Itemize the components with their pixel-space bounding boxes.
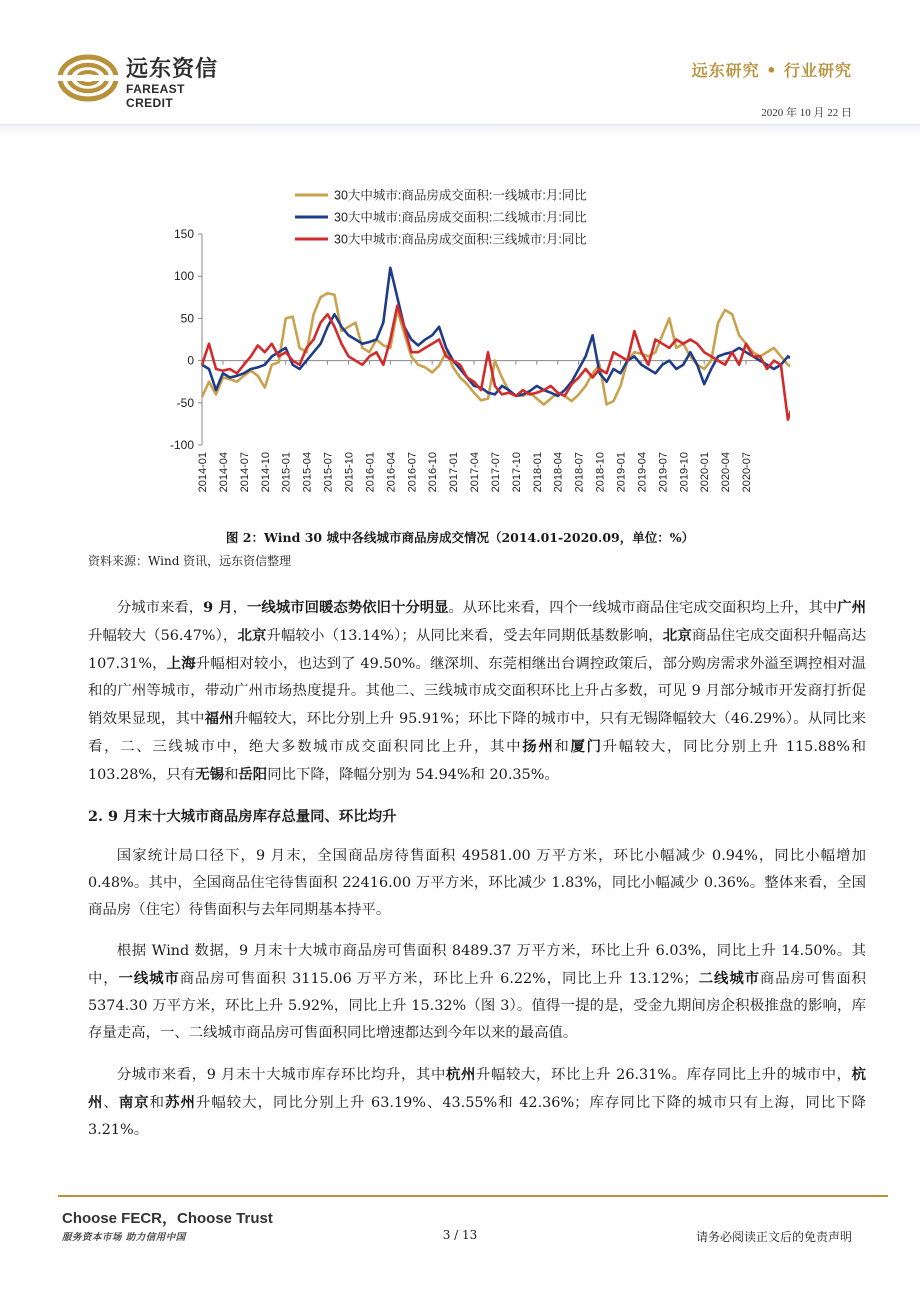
bold-term: 南京: [118, 1094, 150, 1111]
paragraph-ten-city-inventory: [88, 938, 866, 1047]
text-run: ，: [232, 600, 247, 616]
chart-plot-area: [202, 268, 790, 424]
chart-figure-2: [150, 178, 790, 518]
bold-term: 二线城市: [697, 970, 760, 987]
x-tick-label: 2018-01: [531, 452, 544, 493]
x-tick-label: 2017-01: [448, 452, 461, 493]
y-tick-label: 150: [173, 227, 194, 241]
x-tick-label: 2018-04: [552, 452, 565, 493]
x-tick-label: 2015-07: [322, 452, 335, 493]
report-category: 远东研究 • 行业研究: [691, 61, 852, 80]
x-tick-label: 2020-01: [699, 452, 712, 493]
chart-legend: [295, 188, 587, 247]
chart-y-axis: [170, 227, 202, 452]
y-tick-label: 0: [187, 353, 194, 368]
x-tick-label: 2015-04: [301, 452, 314, 493]
x-tick-label: 2014-04: [217, 452, 230, 493]
bold-term: 扬州: [522, 738, 555, 755]
footer-subslogan: 服务资本市场 助力信用中国: [62, 1232, 186, 1243]
bold-term: 上海: [166, 655, 196, 672]
x-tick-label: 2018-07: [573, 452, 586, 493]
page-header: [0, 0, 920, 140]
text-run: 升幅较小（13.14%）；从同比来看，受去年同期低基数影响，: [266, 628, 663, 644]
x-tick-label: 2017-10: [510, 452, 523, 493]
x-tick-label: 2015-01: [280, 452, 293, 493]
report-date: 2020 年 10 月 22 日: [761, 107, 852, 119]
x-tick-label: 2017-04: [469, 452, 482, 493]
text-run: 和: [149, 1095, 166, 1111]
text-run: 。从环比来看，四个一线城市商品住宅成交面积均上升，其中: [448, 600, 838, 616]
x-tick-label: 2020-04: [720, 452, 733, 493]
x-tick-label: 2014-07: [238, 452, 251, 493]
text-run: 升幅较大（56.47%），: [88, 628, 238, 644]
paragraph-city-inventory-detail: [88, 1061, 866, 1144]
logo-cn-text: 远东资信: [126, 57, 219, 82]
bold-term: 福州: [204, 710, 234, 727]
fareast-logo-icon: [58, 50, 120, 106]
y-tick-label: -50: [176, 395, 194, 410]
x-tick-label: 2016-10: [427, 452, 440, 493]
footer-rule: [58, 1195, 888, 1197]
bold-term: 厦门: [570, 738, 603, 755]
bold-term: 9 月: [203, 599, 233, 616]
x-tick-label: 2016-04: [385, 452, 398, 493]
text-run: 商品房可售面积 5374.30 万平方米，环比上升 5.92%，同比上升 15.32%（图 3）。值得一提的是，受金九期间房企积极推盘的影响，库存量走高，一、二线城市商品房可售面积同比增速都达到今年以来的最高值。: [88, 971, 866, 1041]
x-tick-label: 2016-07: [406, 452, 419, 493]
bold-term: 岳阳: [238, 766, 268, 783]
x-tick-label: 2019-07: [657, 452, 670, 493]
figure-caption: 图 2：Wind 30 城中各线城市商品房成交情况（2014.01-2020.09，单位：%）: [225, 530, 695, 545]
logo-en-text: FAREAST CREDIT: [126, 82, 185, 110]
text-run: 升幅较大，同比分别上升 115.88%和 103.28%，只有: [88, 739, 866, 783]
text-run: 升幅较大，同比分别上升 63.19%、43.55%和 42.36%；库存同比下降的城市只有上海，同比下降 3.21%。: [88, 1095, 866, 1138]
y-tick-label: -100: [169, 438, 194, 452]
legend-label: 30大中城市:商品房成交面积:三线城市:月:同比: [334, 232, 587, 247]
bold-term: 杭州: [446, 1066, 477, 1083]
bold-term: 北京: [662, 627, 692, 644]
bold-term: 一线城市回暖态势依旧十分明显: [247, 599, 449, 616]
y-tick-label: 50: [180, 311, 194, 326]
text-run: 商品住宅成交面积升幅高达 107.31%，: [88, 628, 866, 672]
report-body: [88, 594, 866, 1158]
text-run: 升幅相对较小，也达到了 49.50%。继深圳、东莞相继出台调控政策后，部分购房需求外溢至调控相对温和的广州等城市，带动广州市场热度提升。其他二、三线城市成交面积环比上升占多数，可见 9 月部分城市开发商打折促销效果显现，其中: [88, 656, 866, 727]
legend-label: 30大中城市:商品房成交面积:二线城市:月:同比: [334, 210, 587, 225]
x-tick-label: 2019-04: [636, 452, 649, 493]
bold-term: 杭州: [88, 1066, 866, 1111]
text-run: 升幅较大，环比上升 26.31%。库存同比上升的城市中，: [476, 1067, 852, 1083]
x-tick-label: 2014-01: [197, 452, 209, 493]
x-tick-label: 2017-07: [489, 452, 502, 493]
company-logo: [58, 50, 234, 110]
text-run: 和: [554, 739, 571, 755]
text-run: 商品房可售面积 3115.06 万平方米，环比上升 6.22%，同比上升 13.12%；: [179, 971, 698, 987]
x-tick-label: 2018-10: [594, 452, 607, 493]
paragraph-city-analysis: [88, 594, 866, 789]
bold-term: 无锡: [195, 766, 224, 783]
bold-term: 广州: [837, 599, 866, 616]
text-run: 分城市来看，9 月末十大城市库存环比均升，其中: [116, 1067, 447, 1083]
header-band: [0, 124, 920, 135]
x-tick-label: 2019-10: [678, 452, 691, 493]
section-heading-inventory: 2. 9 月末十大城市商品房库存总量同、环比均升: [88, 808, 397, 825]
bold-term: 一线城市: [118, 970, 180, 987]
y-tick-label: 100: [173, 269, 194, 284]
page-number: 3 / 13: [442, 1228, 478, 1242]
text-run: 升幅较大，环比分别上升 95.91%；环比下降的城市中，只有无锡降幅较大（46.29%）。从同比来看，二、三线城市中，绝大多数城市成交面积同比上升，其中: [88, 711, 866, 755]
x-tick-label: 2016-01: [364, 452, 377, 493]
text-run: 、: [103, 1095, 119, 1111]
text-run: 国家统计局口径下，9 月末，全国商品房待售面积 49581.00 万平方米，环比小幅减少 0.94%，同比小幅增加 0.48%。其中，全国商品住宅待售面积 22416.00 万平方米，环比减少 1.83%，同比小幅减少 0.36%。整体来看，全国商品房（住宅）待售面积与去年同期基本持平。: [88, 848, 866, 918]
x-tick-label: 2019-01: [615, 452, 628, 493]
text-run: 和: [224, 767, 239, 783]
series-line: [202, 268, 790, 420]
chart-x-axis: [197, 361, 760, 493]
text-run: 根据 Wind 数据，9 月末十大城市商品房可售面积 8489.37 万平方米，环比上升 6.03%，同比上升 14.50%。其中，: [88, 943, 866, 987]
text-run: 同比下降，降幅分别为 54.94%和 20.35%。: [267, 767, 559, 783]
bold-term: 北京: [237, 627, 267, 644]
footer-disclaimer: 请务必阅读正文后的免责声明: [695, 1230, 852, 1244]
legend-label: 30大中城市:商品房成交面积:一线城市:月:同比: [334, 188, 587, 203]
paragraph-national-inventory: [88, 843, 866, 924]
footer-slogan: Choose FECR，Choose Trust: [62, 1210, 273, 1227]
x-tick-label: 2014-10: [259, 452, 272, 493]
figure-source: 资料来源：Wind 资讯，远东资信整理: [88, 554, 292, 568]
x-tick-label: 2020-07: [741, 452, 754, 493]
text-run: 分城市来看，: [116, 600, 204, 616]
x-tick-label: 2015-10: [343, 452, 356, 493]
bold-term: 苏州: [165, 1094, 196, 1111]
